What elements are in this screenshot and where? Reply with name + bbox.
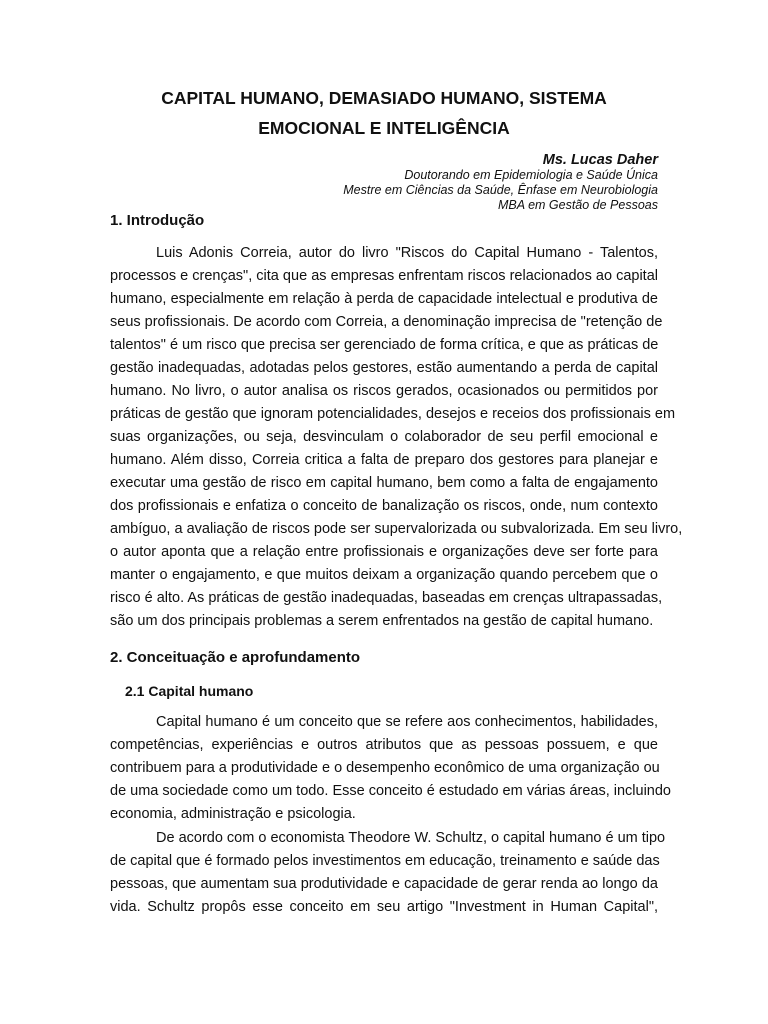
subsection-heading-human-capital: 2.1 Capital humano — [125, 683, 254, 699]
paragraph-line: dos profissionais e enfatiza o conceito de banalização os riscos, onde, num contexto — [110, 498, 658, 514]
document-title-line-1: CAPITAL HUMANO, DEMASIADO HUMANO, SISTEMA — [161, 88, 607, 108]
document-title-line-2: EMOCIONAL E INTELIGÊNCIA — [258, 118, 510, 138]
paragraph-line: talentos" é um risco que precisa ser gerenciado de forma crítica, e que as práticas de — [110, 337, 659, 353]
paragraph-line: processos e crenças", cita que as empresas enfrentam riscos relacionados ao capital — [110, 268, 658, 284]
paragraph-line: de uma sociedade como um todo. Esse conceito é estudado em várias áreas, incluindo — [110, 783, 671, 799]
paragraph-line: são um dos principais problemas a serem enfrentados na gestão de capital humano. — [110, 613, 654, 629]
paragraph-line: gestão inadequadas, adotadas pelos gestores, estão aumentando a perda de capital — [110, 360, 658, 376]
paragraph-line: de capital que é formado pelos investimentos em educação, treinamento e saúde das — [110, 853, 660, 869]
paragraph-line: executar uma gestão de risco em capital humano, bem como a falta de engajamento — [110, 475, 658, 491]
human-capital-paragraph-2 — [110, 827, 666, 919]
paragraph-line: pessoas, que aumentam sua produtividade e capacidade de gerar renda ao longo da — [110, 876, 658, 892]
section-heading-introduction: 1. Introdução — [110, 212, 205, 229]
paragraph-line: humano. Além disso, Correia critica a falta de preparo dos gestores para planejar e — [110, 452, 658, 468]
paragraph-line: o autor aponta que a relação entre profissionais e organizações deve ser forte para — [110, 544, 658, 560]
paragraph-line: risco é alto. As práticas de gestão inadequadas, baseadas em crenças ultrapassadas, — [110, 590, 663, 606]
author-credential: Mestre em Ciências da Saúde, Ênfase em Neurobiologia — [343, 183, 658, 197]
author-credential: Doutorando em Epidemiologia e Saúde Única — [404, 168, 658, 182]
paragraph-line: vida. Schultz propôs esse conceito em seu artigo "Investment in Human Capital", — [110, 899, 658, 915]
section-heading-conceptualization: 2. Conceituação e aprofundamento — [110, 649, 361, 666]
paragraph-line: humano. No livro, o autor analisa os riscos gerados, ocasionados ou permitidos por — [110, 383, 658, 399]
paragraph-line: práticas de gestão que ignoram potencialidades, desejos e receios dos profissionais em — [110, 406, 676, 422]
paragraph-line: seus profissionais. De acordo com Correia, a denominação imprecisa de "retenção de — [110, 314, 663, 330]
paragraph-line: De acordo com o economista Theodore W. Schultz, o capital humano é um tipo — [156, 830, 666, 846]
paragraph-line: manter o engajamento, e que muitos deixam a organização quando percebem que o — [110, 567, 658, 583]
paragraph-line: competências, experiências e outros atributos que as pessoas possuem, e que — [110, 737, 658, 753]
paragraph-line: suas organizações, ou seja, desvinculam o colaborador de seu perfil emocional e — [110, 429, 658, 445]
human-capital-paragraph-1 — [110, 711, 671, 826]
paragraph-line: contribuem para a produtividade e o desempenho econômico de uma organização ou — [110, 760, 660, 776]
paragraph-line: economia, administração e psicologia. — [110, 806, 356, 822]
author-credential: MBA em Gestão de Pessoas — [497, 198, 658, 212]
paragraph-line: ambíguo, a avaliação de riscos pode ser supervalorizada ou subvalorizada. Em seu livro, — [110, 521, 683, 537]
paragraph-line: Luis Adonis Correia, autor do livro "Riscos do Capital Humano - Talentos, — [156, 245, 658, 261]
author-name: Ms. Lucas Daher — [542, 152, 658, 168]
introduction-paragraph — [110, 242, 683, 633]
paragraph-line: humano, especialmente em relação à perda de capacidade intelectual e produtiva de — [110, 291, 658, 307]
paragraph-line: Capital humano é um conceito que se refere aos conhecimentos, habilidades, — [156, 714, 658, 730]
